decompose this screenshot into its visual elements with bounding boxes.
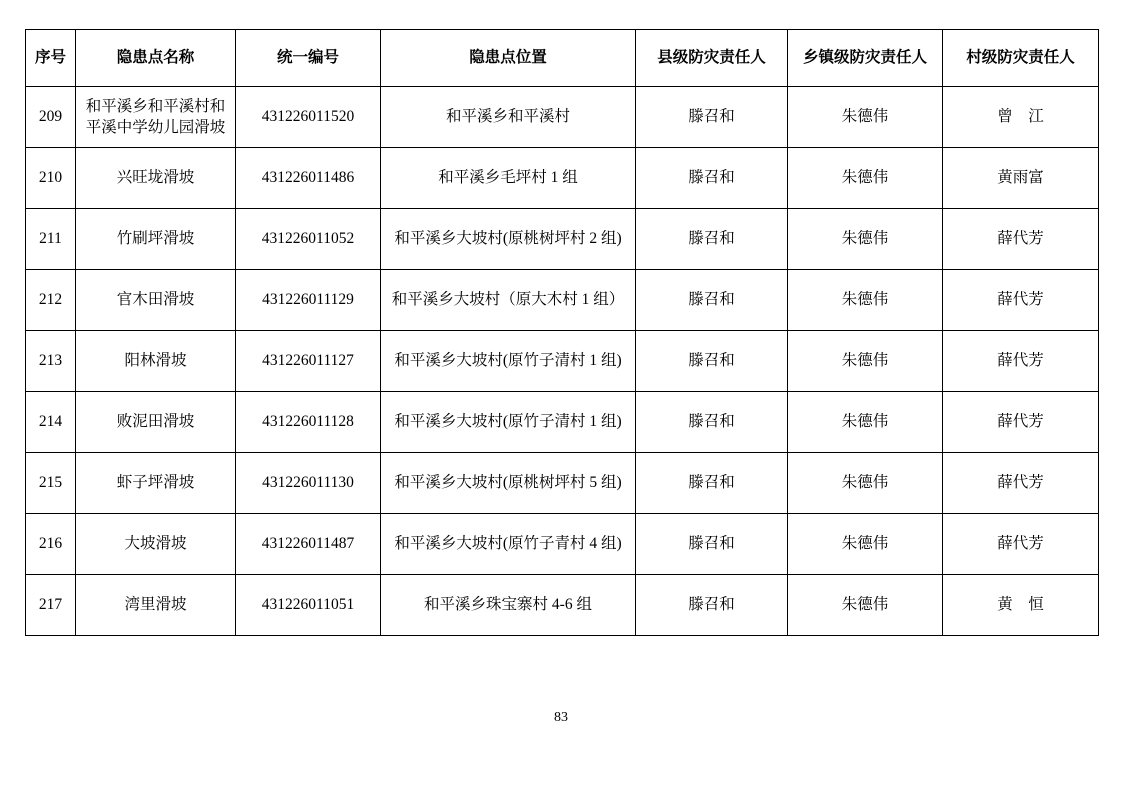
hazard-point-table [25,29,1099,636]
cell-county-officer: 滕召和 [636,331,788,392]
cell-code: 431226011486 [236,148,381,209]
page-number: 83 [554,710,568,725]
cell-name: 败泥田滑坡 [76,392,236,453]
cell-county-officer: 滕召和 [636,453,788,514]
column-header-name: 隐患点名称 [76,30,236,87]
cell-village-officer: 薛代芳 [943,270,1099,331]
cell-name: 和平溪乡和平溪村和平溪中学幼儿园滑坡 [76,87,236,148]
cell-code: 431226011520 [236,87,381,148]
hazard-table-container [25,29,1098,636]
table-row [26,392,1099,453]
cell-county-officer: 滕召和 [636,514,788,575]
cell-index: 214 [26,392,76,453]
cell-village-officer: 薛代芳 [943,514,1099,575]
cell-village-officer: 黄雨富 [943,148,1099,209]
cell-index: 213 [26,331,76,392]
column-header-village-officer: 村级防灾责任人 [943,30,1099,87]
table-row [26,270,1099,331]
cell-location: 和平溪乡大坡村(原桃树坪村 5 组) [381,453,636,514]
cell-village-officer: 薛代芳 [943,331,1099,392]
table-row [26,575,1099,636]
cell-index: 217 [26,575,76,636]
cell-location: 和平溪乡大坡村（原大木村 1 组） [381,270,636,331]
cell-village-officer: 薛代芳 [943,209,1099,270]
cell-county-officer: 滕召和 [636,270,788,331]
cell-village-officer: 薛代芳 [943,453,1099,514]
cell-index: 216 [26,514,76,575]
cell-township-officer: 朱德伟 [788,575,943,636]
cell-township-officer: 朱德伟 [788,270,943,331]
cell-village-officer: 黄 恒 [943,575,1099,636]
cell-county-officer: 滕召和 [636,148,788,209]
cell-township-officer: 朱德伟 [788,87,943,148]
table-body [26,87,1099,636]
cell-location: 和平溪乡和平溪村 [381,87,636,148]
column-header-code: 统一编号 [236,30,381,87]
table-row [26,87,1099,148]
cell-code: 431226011487 [236,514,381,575]
table-row [26,331,1099,392]
cell-township-officer: 朱德伟 [788,209,943,270]
cell-county-officer: 滕召和 [636,87,788,148]
column-header-index: 序号 [26,30,76,87]
cell-location: 和平溪乡毛坪村 1 组 [381,148,636,209]
cell-index: 210 [26,148,76,209]
cell-location: 和平溪乡大坡村(原竹子青村 4 组) [381,514,636,575]
cell-township-officer: 朱德伟 [788,331,943,392]
cell-code: 431226011129 [236,270,381,331]
cell-township-officer: 朱德伟 [788,148,943,209]
cell-name: 兴旺垅滑坡 [76,148,236,209]
cell-name: 大坡滑坡 [76,514,236,575]
cell-name: 湾里滑坡 [76,575,236,636]
table-header-row [26,30,1099,87]
cell-location: 和平溪乡大坡村(原竹子清村 1 组) [381,331,636,392]
cell-name: 阳林滑坡 [76,331,236,392]
cell-county-officer: 滕召和 [636,209,788,270]
cell-location: 和平溪乡大坡村(原桃树坪村 2 组) [381,209,636,270]
cell-township-officer: 朱德伟 [788,392,943,453]
table-header [26,30,1099,87]
cell-township-officer: 朱德伟 [788,453,943,514]
column-header-township-officer: 乡镇级防灾责任人 [788,30,943,87]
table-row [26,148,1099,209]
cell-index: 212 [26,270,76,331]
cell-index: 215 [26,453,76,514]
cell-name: 竹刷坪滑坡 [76,209,236,270]
table-row [26,209,1099,270]
cell-index: 209 [26,87,76,148]
cell-code: 431226011130 [236,453,381,514]
cell-location: 和平溪乡珠宝寨村 4-6 组 [381,575,636,636]
cell-county-officer: 滕召和 [636,575,788,636]
cell-location: 和平溪乡大坡村(原竹子清村 1 组) [381,392,636,453]
column-header-county-officer: 县级防灾责任人 [636,30,788,87]
table-row [26,514,1099,575]
cell-village-officer: 曾 江 [943,87,1099,148]
cell-index: 211 [26,209,76,270]
cell-village-officer: 薛代芳 [943,392,1099,453]
cell-name: 虾子坪滑坡 [76,453,236,514]
table-row [26,453,1099,514]
column-header-location: 隐患点位置 [381,30,636,87]
cell-township-officer: 朱德伟 [788,514,943,575]
cell-code: 431226011128 [236,392,381,453]
cell-county-officer: 滕召和 [636,392,788,453]
cell-code: 431226011051 [236,575,381,636]
cell-code: 431226011127 [236,331,381,392]
cell-code: 431226011052 [236,209,381,270]
cell-name: 官木田滑坡 [76,270,236,331]
